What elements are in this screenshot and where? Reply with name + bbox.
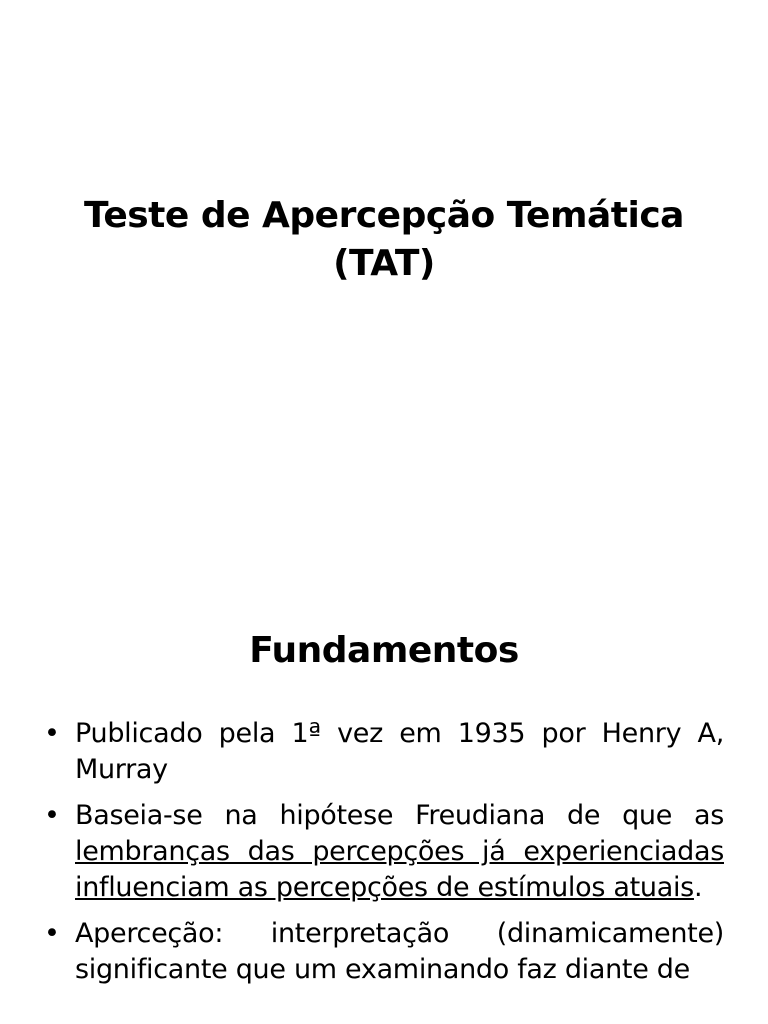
slide-title-line-1: Teste de Apercepção Temática [84, 195, 684, 236]
bullet-item-apperception [44, 916, 724, 988]
section-heading: Fundamentos [249, 630, 519, 671]
bullet-list [44, 716, 724, 998]
slide-title-line-2: (TAT) [333, 243, 435, 284]
bullet-item-hypothesis [44, 798, 724, 906]
bullet-text-intro: Baseia-se na hipótese Freudiana de que as [75, 800, 724, 831]
bullet-text: Aperceção: interpretação (dinamicamente) significante que um examinando faz diante de [75, 918, 724, 985]
bullet-item-publication [44, 716, 724, 788]
slide-title [0, 192, 768, 288]
bullet-text: Publicado pela 1ª vez em 1935 por Henry A, Murray [75, 718, 724, 785]
bullet-dot-icon: • [44, 718, 60, 749]
bullet-text-end: . [693, 872, 703, 903]
bullet-dot-icon: • [44, 800, 60, 831]
bullet-text-underlined: lembranças das percepções já experienciadas influenciam as percepções de estímulos atuais [75, 836, 724, 903]
bullet-dot-icon: • [44, 918, 60, 949]
